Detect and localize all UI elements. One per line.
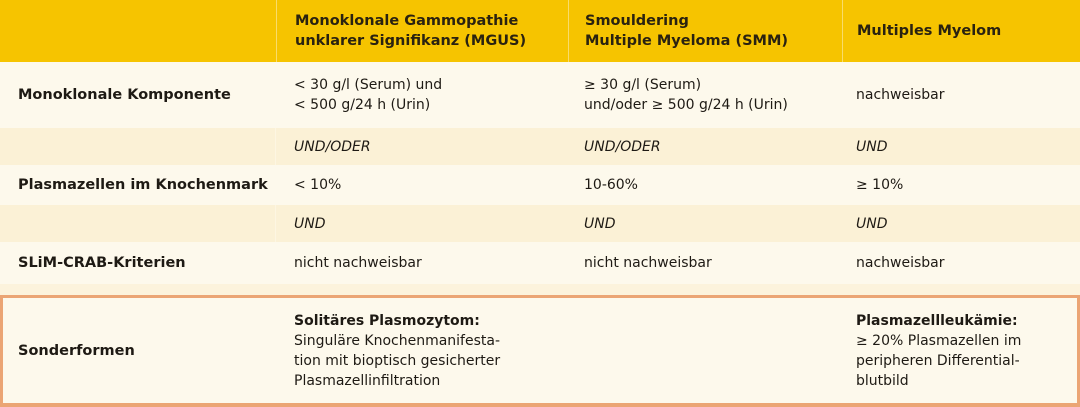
- cell-line: blutbild: [856, 372, 909, 389]
- table-row-plasma-cells: [0, 165, 1080, 205]
- header-mgus-line1: Monoklonale Gammopathie: [295, 13, 519, 29]
- cell-mgus: < 10%: [294, 177, 342, 193]
- cell-line: Singuläre Knochenmanifesta-: [294, 332, 501, 349]
- section-spacer: [0, 284, 1080, 295]
- cell-mm: nachweisbar: [856, 255, 945, 271]
- cell-solitary-plasmacytoma: [276, 298, 568, 403]
- cell-mm: UND: [856, 138, 888, 155]
- header-smm: [568, 0, 842, 62]
- table-row-special-forms: [0, 295, 1080, 407]
- special-title: Plasmazellleukämie:: [856, 312, 1018, 329]
- cell-line: Plasmazellinfiltration: [294, 372, 441, 389]
- row-label: [0, 205, 276, 242]
- cell-mm: nachweisbar: [856, 87, 945, 103]
- row-label: Plasmazellen im Knochenmark: [18, 177, 268, 193]
- cell-mgus: UND: [294, 215, 326, 232]
- header-mm: [842, 0, 1080, 62]
- row-label: [0, 128, 276, 165]
- cell-smm: UND/ODER: [584, 138, 661, 155]
- table-row-slim-crab: [0, 242, 1080, 284]
- cell-smm: 10-60%: [584, 177, 638, 193]
- header-mgus-line2: unklarer Signifikanz (MGUS): [295, 33, 527, 49]
- header-mgus: [276, 0, 568, 62]
- cell-mgus: [276, 62, 568, 128]
- cell-line: < 500 g/24 h (Urin): [294, 97, 431, 113]
- header-mm-text: Multiples Myelom: [857, 23, 1002, 39]
- header-smm-line2: Multiple Myeloma (SMM): [585, 33, 788, 49]
- cell-line: ≥ 30 g/l (Serum): [584, 77, 702, 93]
- cell-line: peripheren Differential-: [856, 352, 1020, 369]
- cell-line: und/oder ≥ 500 g/24 h (Urin): [584, 97, 788, 113]
- cell-smm: UND: [584, 215, 616, 232]
- cell-line: < 30 g/l (Serum) und: [294, 77, 443, 93]
- cell-smm: nicht nachweisbar: [584, 255, 712, 271]
- table-row-connector-und: [0, 205, 1080, 242]
- cell-plasma-cell-leukemia: [842, 298, 1077, 403]
- row-label: SLiM-CRAB-Kriterien: [18, 255, 186, 271]
- cell-mm: UND: [856, 215, 888, 232]
- table-header: [0, 0, 1080, 62]
- cell-smm-empty: [568, 298, 842, 403]
- cell-mgus: UND/ODER: [294, 138, 371, 155]
- header-empty-cell: [0, 0, 276, 62]
- special-title: Solitäres Plasmozytom:: [294, 312, 480, 329]
- row-label: Monoklonale Komponente: [18, 87, 231, 103]
- row-label: Sonderformen: [18, 342, 135, 359]
- table-row-monoclonal-component: [0, 62, 1080, 128]
- cell-line: ≥ 20% Plasmazellen im: [856, 332, 1022, 349]
- cell-smm: [568, 62, 842, 128]
- cell-line: tion mit bioptisch gesicherter: [294, 352, 501, 369]
- cell-mgus: nicht nachweisbar: [294, 255, 422, 271]
- header-smm-line1: Smouldering: [585, 13, 689, 29]
- table-row-connector-und-oder: [0, 128, 1080, 165]
- cell-mm: ≥ 10%: [856, 177, 904, 193]
